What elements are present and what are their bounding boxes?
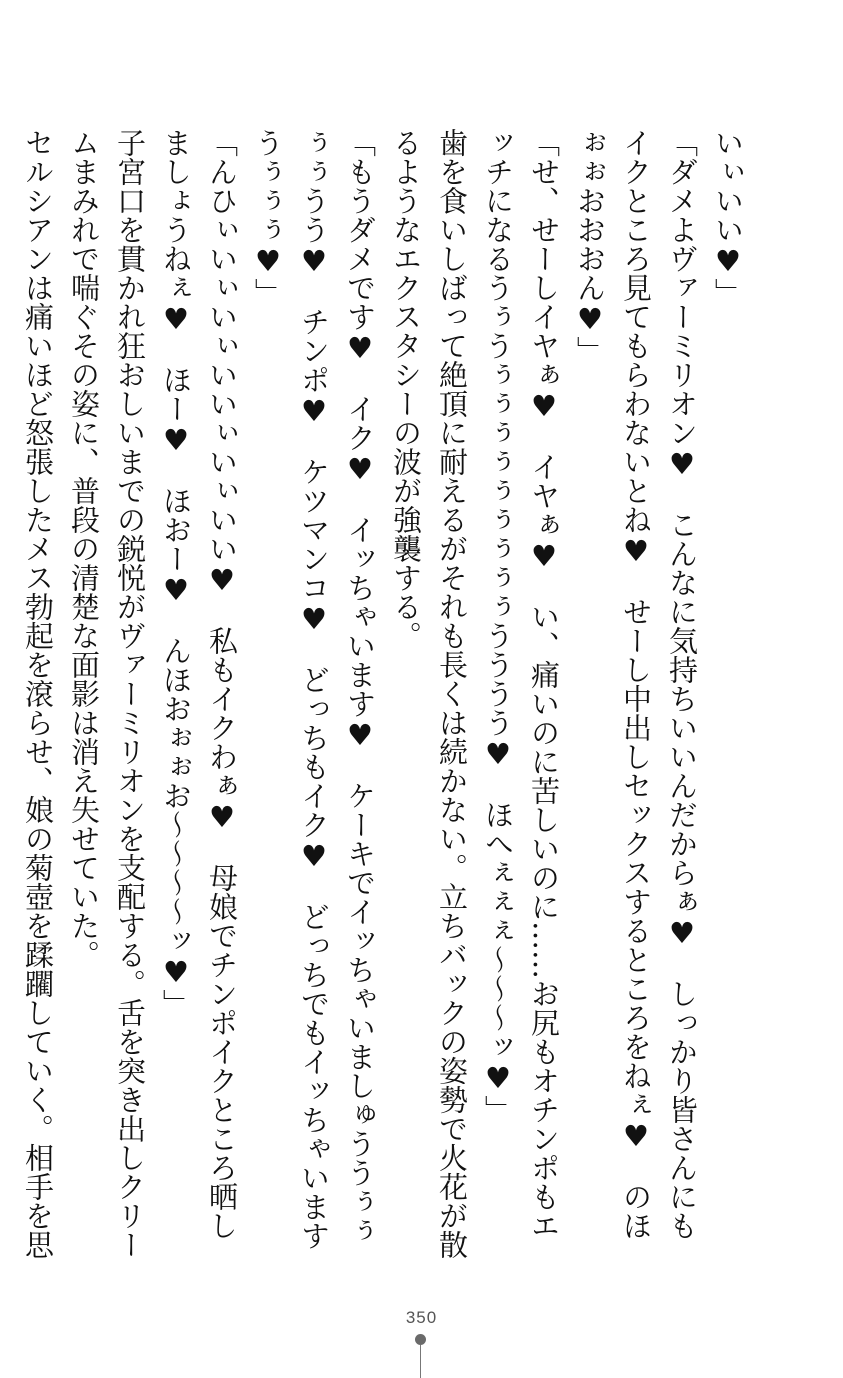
paragraph-6: 「んひぃいぃいぃいいぃいぃいい♥ 私もイクわぁ♥ 母娘でチンポイクところ晒しましょうねぇ♥ ほー♥ ほおー♥ んほおぉぉお～～～～ッ♥」 [159, 128, 239, 1240]
page-number: 350 [405, 1308, 438, 1327]
paragraph-8: セルシアンは痛いほど怒張したメス勃起を滾らせ、娘の菊壺を蹂躙していく。相手を思 [21, 128, 55, 1259]
paragraph-2: 「ダメよヴァーミリオン♥ こんなに気持ちいいんだからぁ♥ しっかり皆さんにもイクところ見てもらわないとね♥ せーし中出しセックスするところをねぇ♥ のほぉぉおおおん♥」 [573, 128, 699, 1240]
paragraph-5: 「もうダメです♥ イク♥ イッちゃいます♥ ケーキでイッちゃいましゅううぅぅぅぅうう♥ チンポ♥ ケツマンコ♥ どっちもイク♥ どっちでもイッちゃいますうぅぅぅ♥」 [251, 128, 377, 1250]
folio-line-ornament [420, 1345, 421, 1378]
paragraph-3: 「せ、せーしイヤぁ♥ イヤぁ♥ い、痛いのに苦しいのに……お尻もオチンポもエッチになるうぅうぅぅぅぅぅぅぅぅぅうううう♥ ほへぇぇぇ～～～ッ♥」 [481, 128, 561, 1240]
paragraph-1: いぃいい♥」 [711, 128, 745, 307]
paragraph-7: 子宮口を貫かれ狂おしいまでの鋭悦がヴァーミリオンを支配する。舌を突き出しクリームまみれで喘ぐその姿に、普段の清楚な面影は消え失せていた。 [67, 128, 147, 1259]
folio-dot-ornament [415, 1334, 426, 1345]
paragraph-4: 歯を食いしばって絶頂に耐えるがそれも長くは続かない。立ちバックの姿勢で火花が散るようなエクスタシーの波が強襲する。 [389, 128, 469, 1259]
vertical-text-body [21, 128, 751, 1268]
